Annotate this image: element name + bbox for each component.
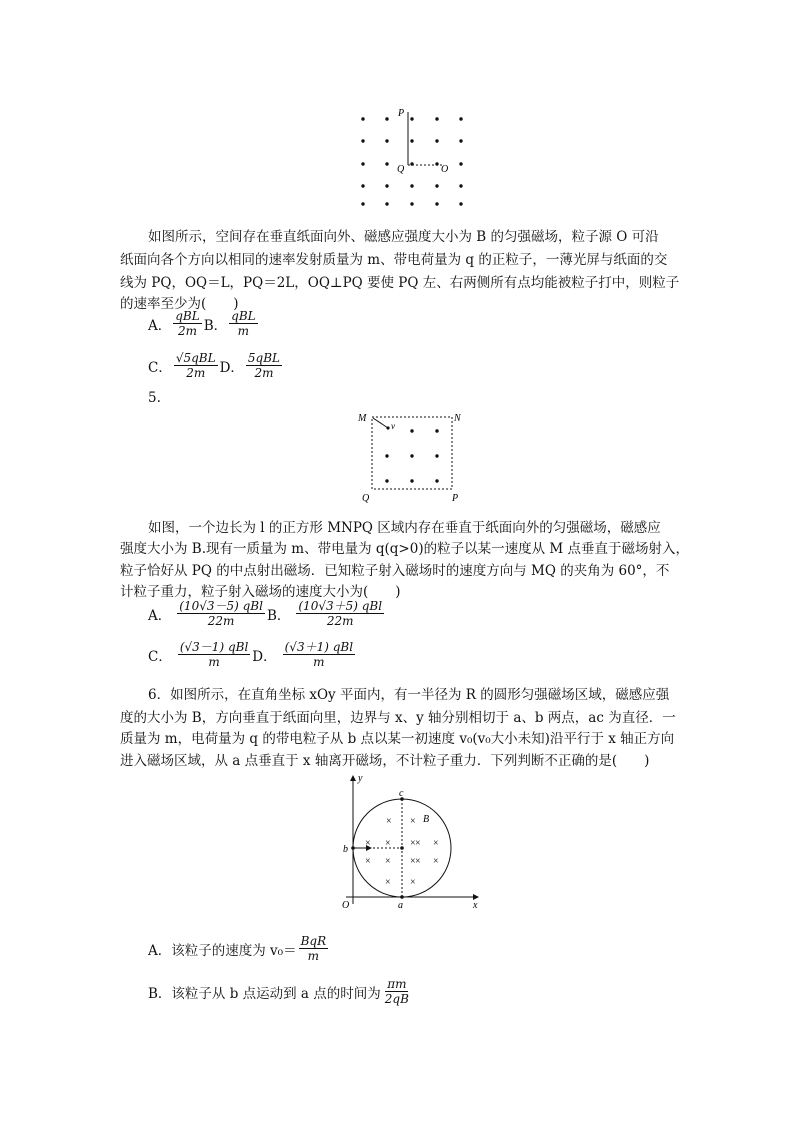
q6-field-cross: × [410, 816, 416, 827]
q6-field-cross: × [365, 856, 371, 867]
q4-option-a[interactable] [148, 309, 204, 338]
q6-label-a: a [398, 900, 403, 910]
q4-option-a-fraction [173, 309, 201, 338]
q5-option-c-letter: C． [148, 648, 172, 665]
q4-option-c-fraction [174, 351, 218, 380]
q4-field-dot [385, 162, 388, 165]
q4-option-a-num: qBL [175, 309, 200, 323]
q5-option-c[interactable] [148, 640, 252, 669]
q5-square-mnpq [372, 417, 452, 489]
q6-option-a-den: m [307, 949, 320, 963]
q5-option-d-fraction [283, 640, 355, 669]
q5-options-row-1 [148, 599, 386, 628]
q4-options-row-1 [148, 309, 260, 338]
q5-field-dot [410, 454, 413, 457]
q5-option-b-fraction [296, 599, 384, 628]
q4-stem-line-4: 的速率至少为( ) [120, 296, 239, 312]
q5-option-d-letter: D． [252, 648, 277, 665]
q4-field-dot [361, 117, 364, 120]
q6-option-a-prefix: A．该粒子的速度为 v₀＝ [148, 942, 297, 959]
q4-field-dot [361, 139, 364, 142]
q4-options-row-2 [148, 351, 284, 380]
q4-field-dot [410, 184, 413, 187]
q4-label-p: P [398, 108, 405, 119]
q6-label-c: c [399, 788, 404, 799]
q4-field-dot [361, 202, 364, 205]
q6-label-y: y [358, 773, 363, 784]
q6-point-b [351, 846, 355, 850]
q5-stem-line-3: 粒子恰好从 PQ 的中点射出磁场．已知粒子射入磁场时的速度方向与 MQ 的夹角为 60°，不 [120, 563, 670, 579]
q4-figure [350, 104, 475, 210]
q6-stem-line-1: 6．如图所示，在直角坐标 xOy 平面内，有一半径为 R 的圆形匀强磁场区域，磁感应强 [148, 687, 670, 703]
q4-field-dot [361, 184, 364, 187]
q4-field-dot [361, 162, 364, 165]
q6-field-cross: × [385, 856, 391, 867]
q4-stem-line-1: 如图所示，空间存在垂直纸面向外、磁感应强度大小为 B 的匀强磁场，粒子源 O 可沿 [148, 229, 659, 245]
q6-center-point [400, 846, 404, 850]
q5-label-n: N [454, 413, 461, 424]
q6-field-cross: × [365, 838, 371, 849]
q4-option-b-den: m [237, 324, 250, 338]
q6-option-a[interactable] [148, 934, 330, 963]
q5-stem-line-1: 如图，一个边长为 l 的正方形 MNPQ 区域内存在垂直于纸面向外的匀强磁场，磁感应 [148, 520, 661, 536]
q4-field-dots [361, 117, 462, 205]
q6-option-b[interactable] [148, 977, 413, 1006]
q6-field-cross: × [415, 838, 421, 849]
q5-option-b-num: (10√3＋5) qBl [298, 599, 383, 613]
q5-option-a-den: 22m [207, 614, 235, 628]
q4-stem-line-2: 纸面向各个方向以相同的速率发射质量为 m、带电荷量为 q 的正粒子，一薄光屏与纸面的交 [120, 252, 668, 268]
q5-number: 5. [148, 390, 161, 406]
q5-option-c-num: (√3－1) qBl [179, 640, 249, 654]
q4-option-a-letter: A． [148, 317, 172, 334]
q6-field-cross: × [410, 856, 416, 867]
q4-option-d[interactable] [220, 351, 284, 380]
q6-field-cross: × [415, 856, 421, 867]
q4-field-dot [410, 139, 413, 142]
q4-field-dot [385, 202, 388, 205]
q4-option-d-letter: D． [219, 359, 244, 376]
q4-option-d-den: 2m [254, 366, 274, 380]
q4-label-q: Q [397, 164, 405, 175]
q5-figure [354, 408, 466, 506]
q4-field-dot [385, 117, 388, 120]
q5-label-p: P [452, 493, 459, 504]
q5-option-a[interactable] [148, 599, 267, 628]
q5-label-v: v [391, 421, 395, 431]
q6-stem-line-2: 度的大小为 B，方向垂直于纸面向里，边界与 x、y 轴分别相切于 a、b 两点，ac 为直径．一 [120, 710, 676, 726]
q4-option-d-fraction [246, 351, 282, 380]
q5-option-b-letter: B． [266, 607, 291, 624]
q5-field-dot [385, 479, 388, 482]
q5-option-c-den: m [208, 655, 220, 669]
q5-stem-line-2: 强度大小为 B.现有一质量为 m、带电量为 q(q>0)的粒子以某一速度从 M 点垂直于磁场射入， [120, 541, 690, 557]
q5-label-m: M [358, 413, 367, 424]
q5-field-dot [385, 454, 388, 457]
q5-field-dot [410, 479, 413, 482]
q4-option-c-den: 2m [186, 366, 206, 380]
q6-label-o: O [342, 900, 350, 910]
q4-field-dot [435, 139, 438, 142]
q4-field-dot [435, 184, 438, 187]
q6-field-cross: × [385, 838, 391, 849]
q4-field-dot [410, 202, 413, 205]
q4-stem-line-3: 线为 PQ，OQ＝L，PQ＝2L，OQ⊥PQ 要使 PQ 左、右两侧所有点均能被粒子打中，则粒子 [120, 275, 680, 291]
q4-option-c[interactable] [148, 351, 220, 380]
q6-field-cross: × [386, 816, 392, 827]
q4-field-dot [459, 202, 462, 205]
q5-option-d-num: (√3＋1) qBl [284, 640, 354, 654]
q6-point-a [400, 895, 404, 899]
q6-option-a-num: BqR [300, 934, 327, 948]
q4-field-dot [459, 162, 462, 165]
q5-option-c-fraction [178, 640, 250, 669]
q6-field-cross: × [410, 838, 416, 849]
q6-stem-line-4: 进入磁场区域，从 a 点垂直于 x 轴离开磁场，不计粒子重力．下列判断不正确的是( ) [120, 753, 650, 769]
q6-field-cross: × [433, 856, 439, 867]
q4-option-b-num: qBL [231, 309, 256, 323]
q5-option-a-letter: A． [148, 607, 172, 624]
q4-option-c-letter: C． [148, 359, 172, 376]
q4-field-dot [410, 117, 413, 120]
q4-option-c-num: √5qBL [175, 351, 216, 365]
q6-option-b-fraction [383, 977, 411, 1006]
q6-label-x: x [473, 900, 478, 910]
q5-velocity-arrow [373, 418, 388, 428]
q4-field-dot [385, 139, 388, 142]
q6-field-cross: × [410, 877, 416, 888]
q5-stem-line-4: 计粒子重力，粒子射入磁场的速度大小为( ) [120, 584, 401, 600]
q5-option-d-den: m [313, 655, 325, 669]
q4-option-d-num: 5qBL [247, 351, 281, 365]
q6-stem-line-3: 质量为 m，电荷量为 q 的带电粒子从 b 点以某一初速度 v₀(v₀大小未知)沿平行于 x 轴正方向 [120, 731, 675, 747]
q4-field-dot [459, 117, 462, 120]
q5-field-dot [435, 479, 438, 482]
q4-option-b-letter: B． [203, 317, 228, 334]
q5-option-a-fraction [177, 599, 265, 628]
q6-option-b-num: πm [387, 977, 407, 991]
q5-option-b-den: 22m [326, 614, 354, 628]
q6-option-b-den: 2qB [384, 992, 409, 1006]
q4-field-dot [385, 184, 388, 187]
q4-field-dot [459, 139, 462, 142]
q5-option-d[interactable] [252, 640, 357, 669]
q5-option-a-num: (10√3－5) qBl [179, 599, 263, 613]
q6-figure [336, 770, 486, 910]
q6-field-cross: × [433, 838, 439, 849]
q5-particle-dot [386, 426, 389, 429]
q6-option-b-prefix: B．该粒子从 b 点运动到 a 点的时间为 [148, 985, 381, 1002]
q4-field-dot [435, 202, 438, 205]
q5-field-dot [435, 429, 438, 432]
q5-label-q: Q [362, 493, 370, 504]
q6-option-a-fraction [299, 934, 329, 963]
q5-field-dots [385, 429, 438, 482]
q5-option-b[interactable] [267, 599, 386, 628]
q4-field-dot [459, 184, 462, 187]
q5-options-row-2 [148, 640, 357, 669]
q6-label-b: b [343, 844, 348, 855]
q6-field-cross: × [385, 877, 391, 888]
q4-field-dot [435, 117, 438, 120]
q4-option-b-fraction [229, 309, 257, 338]
q6-label-b-field: B [423, 814, 430, 825]
q4-option-a-den: 2m [177, 324, 197, 338]
q5-field-dot [435, 454, 438, 457]
q4-option-b[interactable] [204, 309, 260, 338]
q4-label-o: O [441, 164, 449, 175]
q5-field-dot [410, 429, 413, 432]
